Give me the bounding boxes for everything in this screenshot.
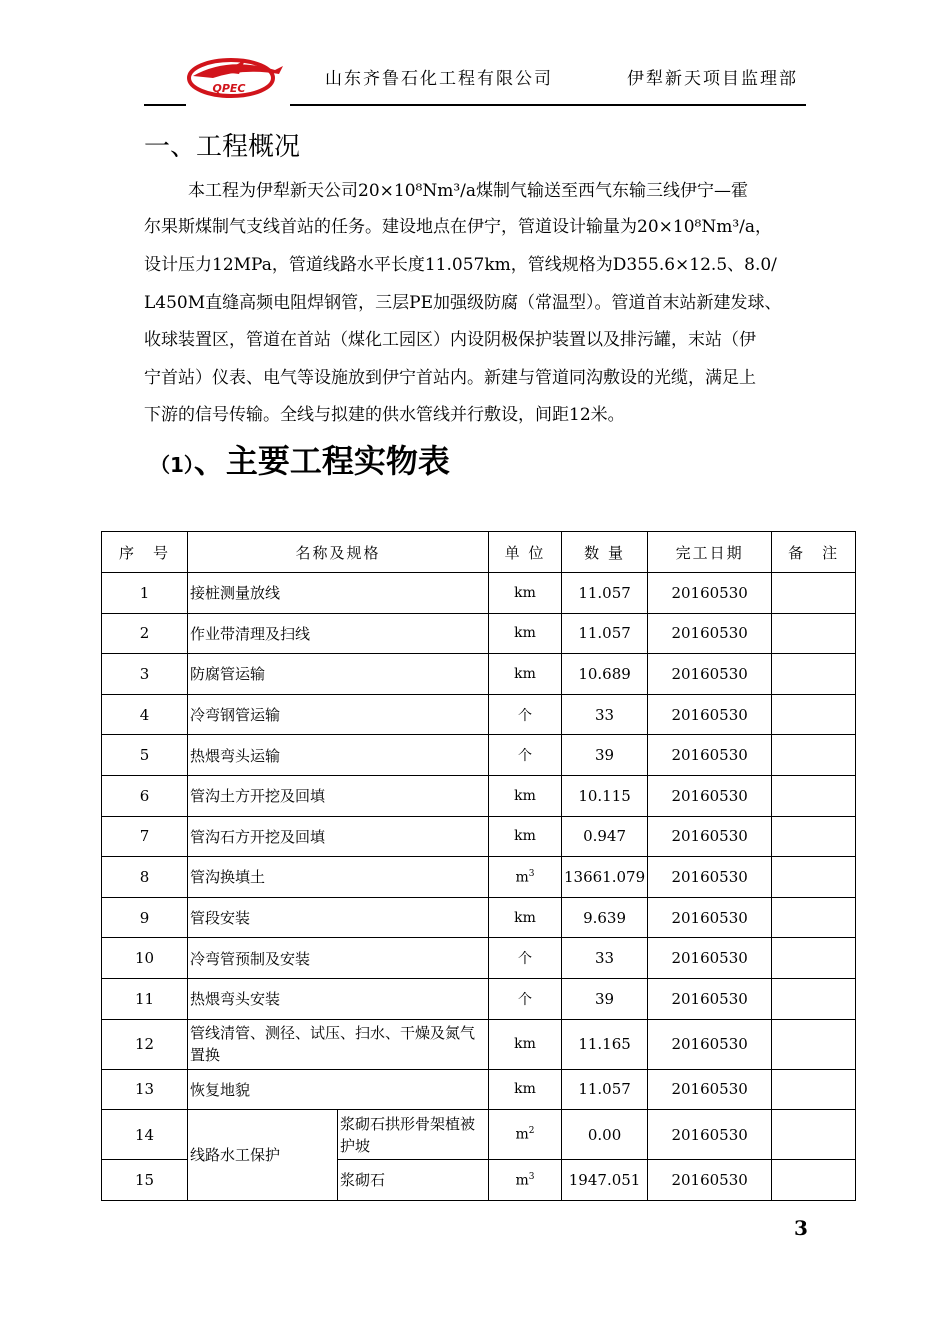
remarks-cell [772,816,856,857]
quantity-cell: 11.057 [562,1069,648,1110]
completion-date: 20160530 [648,938,772,979]
row-number: 10 [102,938,188,979]
unit-cell: km [489,816,562,857]
completion-date: 20160530 [648,1019,772,1069]
paragraph-line: 下游的信号传输。全线与拟建的供水管线并行敷设，间距12米。 [144,405,625,425]
item-name: 管沟石方开挖及回填 [188,816,489,857]
header-cell: 名称及规格 [188,532,489,573]
item-name: 管沟换填土 [188,857,489,898]
table-row [102,938,856,979]
row-number: 5 [102,735,188,776]
completion-date: 20160530 [648,694,772,735]
table-row [102,654,856,695]
completion-date: 20160530 [648,978,772,1019]
section-title: 一、工程概况 [144,132,301,162]
quantity-cell: 9.639 [562,897,648,938]
table-row [102,1019,856,1069]
header-cell: 序 号 [102,532,188,573]
completion-date: 20160530 [648,613,772,654]
table-row [102,694,856,735]
group-name: 线路水工保护 [188,1110,338,1201]
remarks-cell [772,978,856,1019]
table-row [102,1069,856,1110]
unit-cell: 个 [489,978,562,1019]
remarks-cell [772,1160,856,1201]
table-row [102,735,856,776]
page-number: 3 [794,1216,808,1240]
header-rule-left [144,104,186,106]
remarks-cell [772,938,856,979]
paragraph-line: L450M直缝高频电阻焊钢管，三层PE加强级防腐（常温型）。管道首末站新建发球、 [144,293,782,313]
item-name: 热煨弯头安装 [188,978,489,1019]
completion-date: 20160530 [648,1160,772,1201]
row-number: 4 [102,694,188,735]
unit-base: m [515,869,529,886]
table-row [102,816,856,857]
unit-cell: 个 [489,735,562,776]
remarks-cell [772,1069,856,1110]
quantities-table [101,531,856,1201]
item-name: 热煨弯头运输 [188,735,489,776]
remarks-cell [772,613,856,654]
quantity-cell: 10.115 [562,775,648,816]
row-number: 15 [102,1160,188,1201]
item-name: 恢复地貌 [188,1069,489,1110]
unit-cell: 个 [489,938,562,979]
unit-cell: km [489,573,562,614]
item-subname: 浆砌石 [338,1160,489,1201]
row-number: 12 [102,1019,188,1069]
header-cell: 完工日期 [648,532,772,573]
row-number: 6 [102,775,188,816]
item-name: 管段安装 [188,897,489,938]
remarks-cell [772,735,856,776]
paragraph-line: 收球装置区，管道在首站（煤化工园区）内设阴极保护装置以及排污罐，末站（伊 [144,330,756,350]
unit-cell: km [489,613,562,654]
quantity-cell: 0.00 [562,1110,648,1160]
remarks-cell [772,1110,856,1160]
unit-cell [489,1160,562,1201]
remarks-cell [772,1019,856,1069]
completion-date: 20160530 [648,573,772,614]
unit-cell: km [489,1019,562,1069]
header-cell: 单 位 [489,532,562,573]
header-cell: 备 注 [772,532,856,573]
quantity-cell: 33 [562,694,648,735]
row-number: 2 [102,613,188,654]
item-subname: 浆砌石拱形骨架植被护坡 [338,1110,489,1160]
remarks-cell [772,775,856,816]
row-number: 8 [102,857,188,898]
company-name: 山东齐鲁石化工程有限公司 [325,69,553,89]
table-row [102,613,856,654]
table-row [102,1110,856,1160]
table-row [102,978,856,1019]
table-header-row [102,532,856,573]
unit-base: m [515,1126,529,1143]
item-name: 管线清管、测径、试压、扫水、干燥及氮气置换 [188,1019,489,1069]
unit-cell [489,857,562,898]
company-logo [183,52,287,102]
table-row [102,897,856,938]
remarks-cell [772,694,856,735]
completion-date: 20160530 [648,735,772,776]
item-name: 防腐管运输 [188,654,489,695]
unit-exponent: 2 [528,1126,535,1137]
completion-date: 20160530 [648,1069,772,1110]
paragraph-line: 宁首站）仪表、电气等设施放到伊宁首站内。新建与管道同沟敷设的光缆，满足上 [144,368,756,388]
item-name: 管沟土方开挖及回填 [188,775,489,816]
unit-cell: km [489,897,562,938]
quantity-cell: 11.057 [562,573,648,614]
unit-cell: km [489,1069,562,1110]
row-number: 11 [102,978,188,1019]
unit-cell: km [489,775,562,816]
quantity-cell: 39 [562,735,648,776]
quantity-cell: 11.165 [562,1019,648,1069]
header-rule-right [290,104,806,106]
row-number: 3 [102,654,188,695]
completion-date: 20160530 [648,775,772,816]
row-number: 7 [102,816,188,857]
unit-base: m [515,1172,529,1189]
logo-text: QPEC [212,82,246,95]
unit-exponent: 3 [528,1171,535,1182]
remarks-cell [772,573,856,614]
paragraph-line: 本工程为伊犁新天公司20×10⁸Nm³/a煤制气输送至西气东输三线伊宁—霍 [188,181,748,201]
completion-date: 20160530 [648,654,772,695]
subsection-number: （1） [150,453,194,477]
completion-date: 20160530 [648,857,772,898]
row-number: 13 [102,1069,188,1110]
department-name: 伊犁新天项目监理部 [627,69,798,89]
unit-exponent: 3 [528,868,535,879]
quantity-cell: 39 [562,978,648,1019]
item-name: 作业带清理及扫线 [188,613,489,654]
item-name: 接桩测量放线 [188,573,489,614]
table-row [102,775,856,816]
row-number: 9 [102,897,188,938]
unit-cell [489,1110,562,1160]
completion-date: 20160530 [648,897,772,938]
remarks-cell [772,857,856,898]
row-number: 14 [102,1110,188,1160]
completion-date: 20160530 [648,1110,772,1160]
quantity-cell: 33 [562,938,648,979]
quantity-cell: 11.057 [562,613,648,654]
unit-cell: 个 [489,694,562,735]
table-row [102,857,856,898]
subsection-title [150,436,450,482]
row-number: 1 [102,573,188,614]
header-cell: 数 量 [562,532,648,573]
remarks-cell [772,897,856,938]
unit-cell: km [489,654,562,695]
item-name: 冷弯钢管运输 [188,694,489,735]
subsection-title-text: 、主要工程实物表 [193,442,450,480]
completion-date: 20160530 [648,816,772,857]
quantity-cell: 0.947 [562,816,648,857]
quantity-cell: 1947.051 [562,1160,648,1201]
quantity-cell: 10.689 [562,654,648,695]
paragraph-line: 设计压力12MPa，管道线路水平长度11.057km，管线规格为D355.6×12.5、8.0/ [144,255,777,275]
item-name: 冷弯管预制及安装 [188,938,489,979]
remarks-cell [772,654,856,695]
paragraph-line: 尔果斯煤制气支线首站的任务。建设地点在伊宁，管道设计输量为20×10⁸Nm³/a， [144,217,772,237]
table-row [102,573,856,614]
quantity-cell: 13661.079 [562,857,648,898]
